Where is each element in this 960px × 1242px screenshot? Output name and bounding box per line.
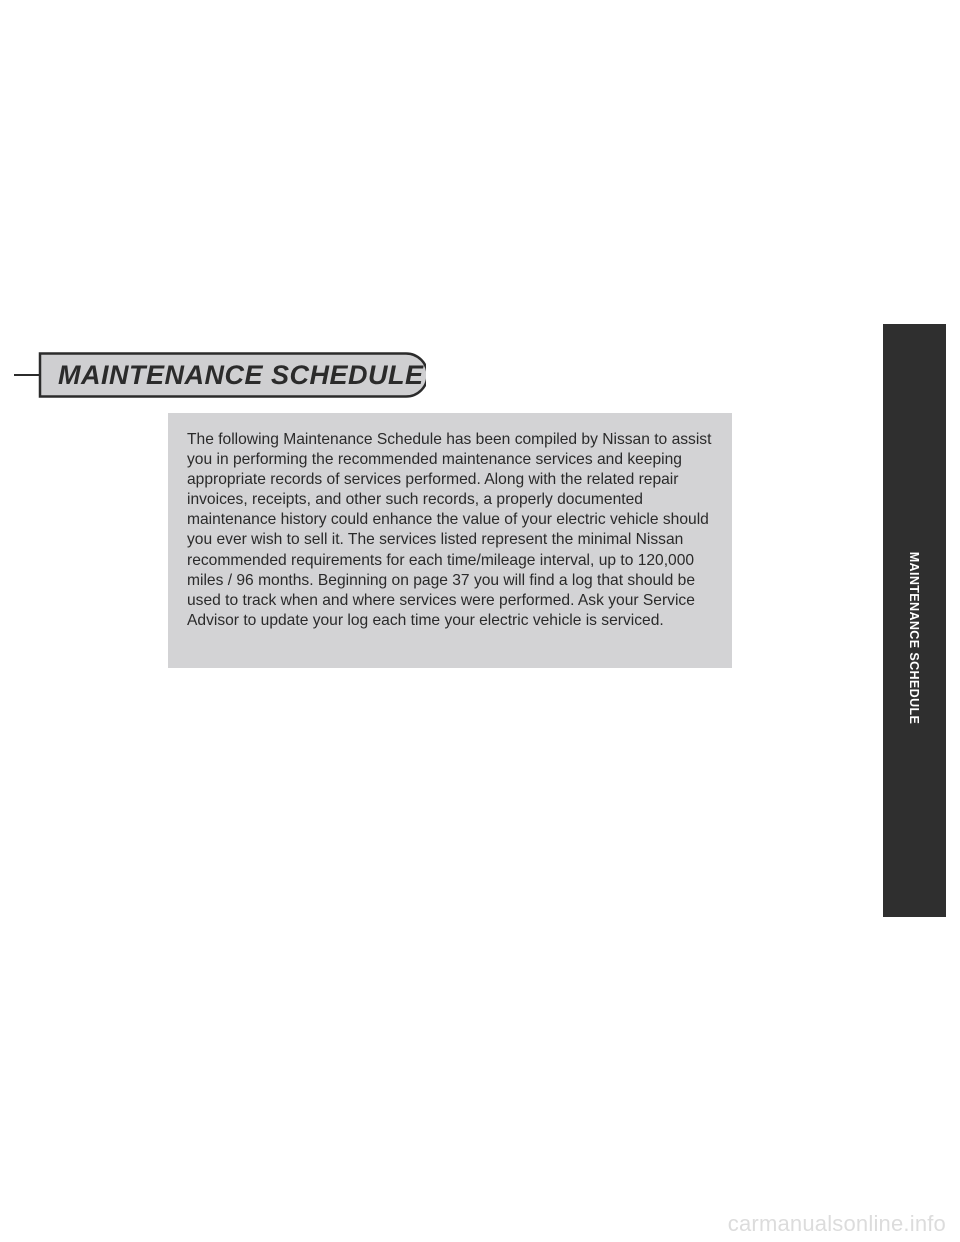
page-number: 11 — [907, 1192, 922, 1208]
intro-paragraph: The following Maintenance Schedule has been compiled by Nissan to assist you in performing the recommended maintenance services and keeping appropriate records of services performed. Along with the related repair invoices, receipts, and other such records, a properly documented maintenance history could enhance the value of your electric vehicle should you ever wish to sell it. The services listed represent the minimal Nissan recommended requirements for each time/mileage interval, up to 120,000 miles / 96 months. Beginning on page 37 you will find a log that should be used to track when and where services were performed. Ask your Service Advisor to update your log each time your electric vehicle is serviced. — [187, 431, 712, 629]
chapter-tab-label: MAINTENANCE SCHEDULE — [907, 551, 921, 725]
section-title: MAINTENANCE SCHEDULE — [58, 360, 424, 390]
footer-watermark: carmanualsonline.info — [727, 1211, 946, 1236]
intro-box — [168, 413, 732, 668]
section-header-banner — [14, 352, 426, 398]
chapter-side-tab — [883, 324, 946, 1208]
